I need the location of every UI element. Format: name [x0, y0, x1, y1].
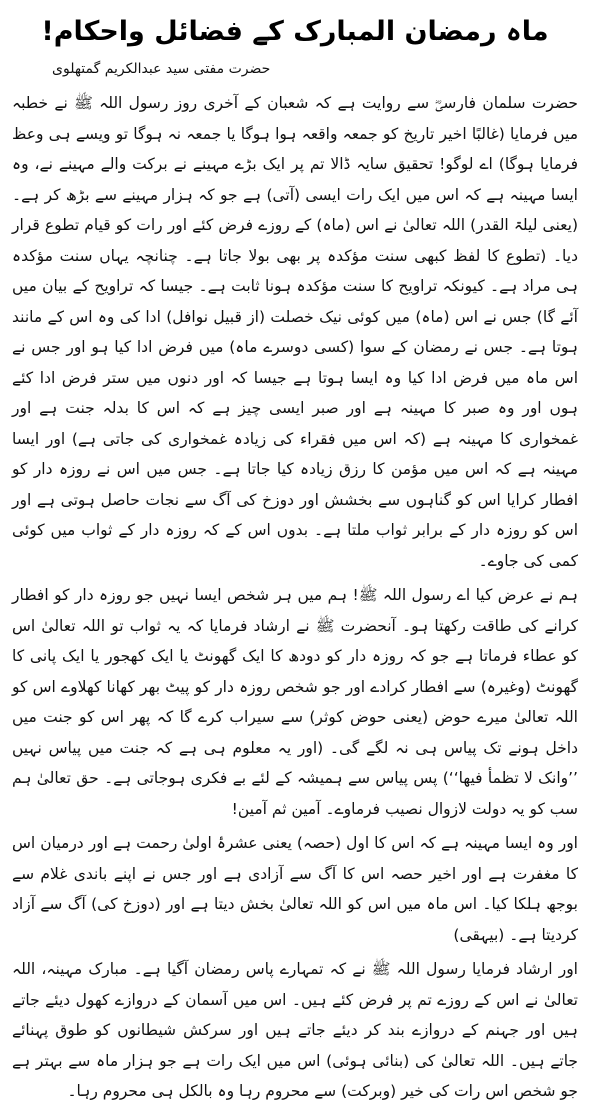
- article-title: ماہ رمضان المبارک کے فضائل واحکام!: [41, 16, 549, 47]
- article-paragraph: اور ارشاد فرمایا رسول اللہ ﷺ نے کہ تمہارے پاس رمضان آگیا ہے۔ مبارک مہینہ، اللہ تعالیٰ نے اس کے روزے تم پر فرض کئے ہیں۔ اس میں آسمان کے دروازے کھول دیئے جاتے ہیں اور جہنم کے دروازے بند کر دیئے جاتے ہیں اور سرکش شیطانوں کو طوق پہنائے جاتے ہیں۔ اللہ تعالیٰ کی (بنائی ہوئی) اس میں ایک رات ہے جو ہزار ماہ سے بہتر ہے جو شخص اس رات کی خیر (وبرکت) سے محروم رہا وہ بالکل ہی محروم رہا۔: [12, 960, 578, 1100]
- article-paragraph: حضرت سلمان فارسیؓ سے روایت ہے کہ شعبان کے آخری روز رسول اللہ ﷺ نے خطبہ میں فرمایا (غالبًا اخیر تاریخ کو جمعہ واقعہ ہوا ہوگا یا جمعہ نہ ہوگا تو ویسے ہی وعظ فرمایا ہوگا) اے لوگو! تحقیق سایہ ڈالا تم پر ایک بڑے مہینے نے برکت والے مہینے نے، وہ ایسا مہینہ ہے کہ اس میں ایک رات ایسی (آتی) ہے جو کہ ہزار مہینے سے بڑھ کر ہے۔ (یعنی لیلۃ القدر) اللہ تعالیٰ نے اس (ماہ) کے روزے فرض کئے اور رات کو قیام تطوع قرار دیا۔ (تطوع کا لفظ کبھی سنت مؤکدہ پر بھی بولا جاتا ہے۔ چنانچہ یہاں سنت مؤکدہ ہی مراد ہے۔ کیونکہ تراویح کا سنت مؤکدہ ہونا ثابت ہے۔ جیسا کہ تراویح کے بیان میں آئے گا) جس نے اس (ماہ) میں کوئی نیک خصلت (از قبیل نوافل) ادا کی وہ اس کے مانند ہوتا ہے۔ جس نے رمضان کے سوا (کسی دوسرے ماہ) میں فرض ادا کیا ہو اور جس نے اس ماہ میں فرض ادا کیا وہ ایسا ہوتا ہے جیسا کہ اور دنوں میں ستر فرض ادا کئے ہوں اور وہ صبر کا مہینہ ہے اور صبر ایسی چیز ہے کہ اس کا بدلہ جنت ہے اور غمخواری کا مہینہ ہے (کہ اس میں فقراء کی زیادہ غمخواری کی جاتی ہے) اور ایسا مہینہ ہے کہ اس میں مؤمن کا رزق زیادہ کیا جاتا ہے۔ جس میں اس نے روزہ دار کو افطار کرایا اس کو گناہوں سے بخشش اور دوزخ کی آگ سے نجات حاصل ہوتی ہے اور اس کو روزہ دار کے برابر ثواب ملتا ہے۔ بدوں اس کے کہ روزہ دار کے ثواب میں کوئی کمی کی جاوے۔: [12, 94, 578, 570]
- article-author: حضرت مفتی سید عبدالکریم گمتھلوی: [52, 61, 271, 77]
- article-paragraph: ہم نے عرض کیا اے رسول اللہ ﷺ! ہم میں ہر شخص ایسا نہیں جو روزہ دار کو افطار کرانے کی طاقت رکھتا ہو۔ آنحضرت ﷺ نے ارشاد فرمایا کہ یہ ثواب تو اللہ تعالیٰ اس کو عطاء فرماتا ہے جو کہ روزہ دار کو دودھ کا ایک گھونٹ یا ایک کھجور یا ایک پانی کا گھونٹ (وغیرہ) سے افطار کرادے اور جو شخص روزہ دار کو پیٹ بھر کھانا کھلاوے اس کو اللہ تعالیٰ میرے حوض (یعنی حوض کوثر) سے سیراب کرے گا کہ پھر اس کو جنت میں داخل ہونے تک پیاس ہی نہ لگے گی۔ (اور یہ معلوم ہی ہے کہ جنت میں پیاس نہیں ’’وانک لا تظمأ فیھا‘‘) پس پیاس سے ہمیشہ کے لئے بے فکری ہوجاتی ہے۔ حق تعالیٰ ہم سب کو یہ دولت لازوال نصیب فرماوے۔ آمین ثم آمین!: [12, 586, 578, 818]
- article-paragraph: اور وہ ایسا مہینہ ہے کہ اس کا اول (حصہ) یعنی عشرۂ اولیٰ رحمت ہے اور درمیان اس کا مغفرت ہے اور اخیر حصہ اس کا آگ سے آزادی ہے اور جس نے اپنے باندی غلام سے بوجھ ہلکا کیا۔ اس ماہ میں اس کو اللہ تعالیٰ بخش دیتا ہے اور (دوزخ کی) آگ سے آزاد کردیتا ہے۔ (بیہقی): [12, 834, 578, 944]
